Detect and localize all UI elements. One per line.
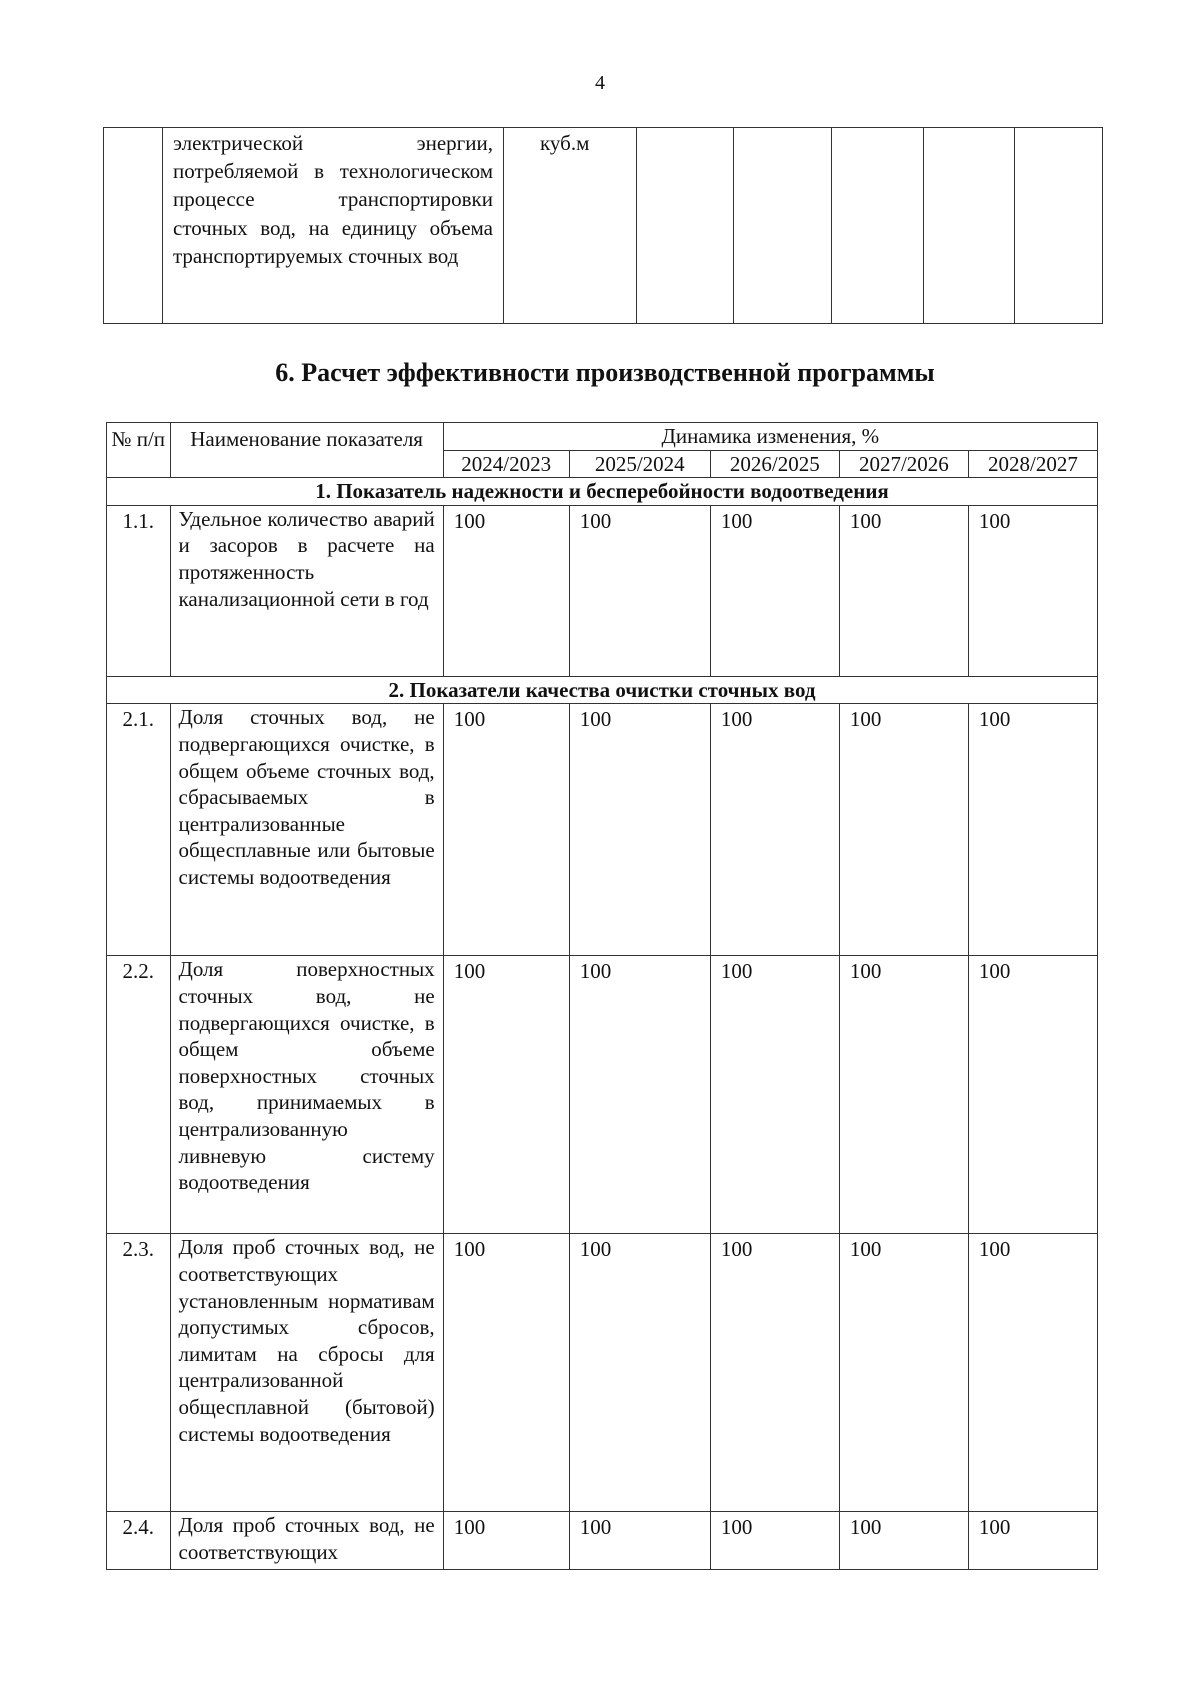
table-row bbox=[107, 704, 1098, 956]
indicator-name: Доля сточных вод, не подвергающихся очистке, в общем объеме сточных вод, сбрасываемых в централизованные общесплавные или бытовые системы водоотведения bbox=[170, 704, 443, 956]
group-row bbox=[107, 478, 1098, 506]
value-cell: 100 bbox=[569, 704, 710, 956]
value-cell bbox=[832, 128, 924, 324]
indicator-name: Доля поверхностных сточных вод, не подвергающихся очистке, в общем объеме поверхностных сточных вод, принимаемых в централизованную ливневую систему водоотведения bbox=[170, 956, 443, 1234]
header-year: 2028/2027 bbox=[968, 450, 1097, 478]
indicator-name-cell: электрической энергии, потребляемой в технологическом процессе транспортировки сточных вод, на единицу объема транспортируемых сточных вод bbox=[163, 128, 504, 324]
page-number: 4 bbox=[595, 72, 605, 94]
header-number: № п/п bbox=[107, 423, 171, 478]
unit-cell: куб.м bbox=[504, 128, 637, 324]
value-cell bbox=[1015, 128, 1103, 324]
value-cell: 100 bbox=[569, 1234, 710, 1512]
header-year: 2027/2026 bbox=[839, 450, 968, 478]
value-cell: 100 bbox=[839, 704, 968, 956]
value-cell: 100 bbox=[710, 1512, 839, 1570]
value-cell: 100 bbox=[443, 956, 569, 1234]
value-cell: 100 bbox=[839, 1234, 968, 1512]
value-cell: 100 bbox=[569, 505, 710, 676]
table-row bbox=[107, 1234, 1098, 1512]
value-cell: 100 bbox=[710, 956, 839, 1234]
table-row bbox=[107, 505, 1098, 676]
value-cell: 100 bbox=[710, 1234, 839, 1512]
value-cell: 100 bbox=[968, 505, 1097, 676]
value-cell: 100 bbox=[443, 505, 569, 676]
value-cell: 100 bbox=[710, 704, 839, 956]
row-number: 2.4. bbox=[107, 1512, 171, 1570]
row-number: 2.2. bbox=[107, 956, 171, 1234]
value-cell: 100 bbox=[968, 956, 1097, 1234]
value-cell: 100 bbox=[968, 1234, 1097, 1512]
indicator-name: Доля проб сточных вод, не соответствующих bbox=[170, 1512, 443, 1570]
row-number-cell bbox=[104, 128, 163, 324]
indicator-name: Удельное количество аварий и засоров в расчете на протяженность канализационной сети в год bbox=[170, 505, 443, 676]
section-title: 6. Расчет эффективности производственной программы bbox=[275, 358, 935, 387]
header-year: 2024/2023 bbox=[443, 450, 569, 478]
group-row bbox=[107, 676, 1098, 704]
row-number: 2.3. bbox=[107, 1234, 171, 1512]
value-cell: 100 bbox=[839, 956, 968, 1234]
value-cell: 100 bbox=[710, 505, 839, 676]
header-dynamics: Динамика изменения, % bbox=[443, 423, 1097, 451]
value-cell bbox=[924, 128, 1015, 324]
value-cell: 100 bbox=[443, 1512, 569, 1570]
table-row bbox=[107, 956, 1098, 1234]
value-cell bbox=[637, 128, 734, 324]
value-cell: 100 bbox=[569, 956, 710, 1234]
value-cell: 100 bbox=[839, 1512, 968, 1570]
efficiency-table bbox=[106, 422, 1098, 1570]
header-name: Наименование показателя bbox=[170, 423, 443, 478]
header-year: 2026/2025 bbox=[710, 450, 839, 478]
continued-row bbox=[104, 128, 1103, 324]
group-title: 1. Показатель надежности и бесперебойности водоотведения bbox=[107, 478, 1098, 506]
row-number: 1.1. bbox=[107, 505, 171, 676]
value-cell: 100 bbox=[839, 505, 968, 676]
row-number: 2.1. bbox=[107, 704, 171, 956]
group-title: 2. Показатели качества очистки сточных вод bbox=[107, 676, 1098, 704]
continued-table-fragment bbox=[103, 127, 1103, 324]
value-cell: 100 bbox=[968, 1512, 1097, 1570]
value-cell: 100 bbox=[443, 704, 569, 956]
value-cell bbox=[734, 128, 832, 324]
indicator-name: Доля проб сточных вод, не соответствующих установленным нормативам допустимых сбросов, лимитам на сбросы для централизованной общесплавной (бытовой) системы водоотведения bbox=[170, 1234, 443, 1512]
header-year: 2025/2024 bbox=[569, 450, 710, 478]
header-row bbox=[107, 423, 1098, 451]
table-row bbox=[107, 1512, 1098, 1570]
value-cell: 100 bbox=[968, 704, 1097, 956]
value-cell: 100 bbox=[569, 1512, 710, 1570]
value-cell: 100 bbox=[443, 1234, 569, 1512]
